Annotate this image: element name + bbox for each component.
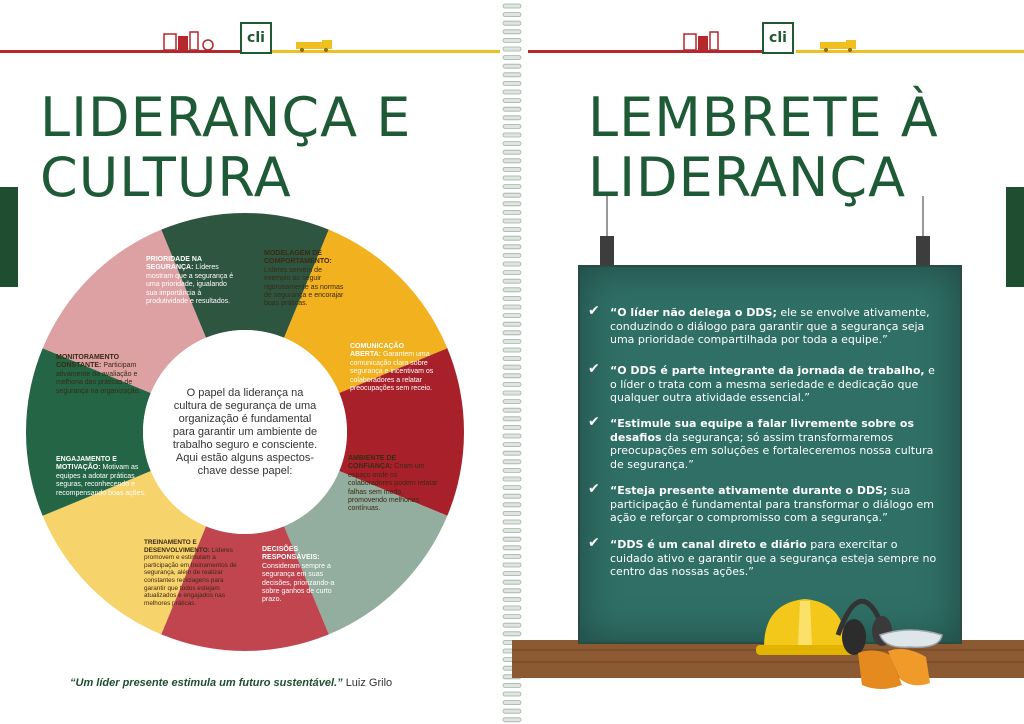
segment-label-6: ENGAJAMENTO E MOTIVAÇÃO: Motivam as equipes a adotar práticas seguras, reconhecendo e recompensando boas ações. bbox=[56, 456, 146, 497]
gloves-icon bbox=[858, 649, 930, 689]
checkmark-icon: ✔ bbox=[588, 303, 600, 319]
checkmark-icon: ✔ bbox=[588, 414, 600, 430]
segment-label-2: COMUNICAÇÃO ABERTA: Garantem uma comunicação clara sobre segurança e incentivam os colaboradores a relatar preocupações sem receio. bbox=[350, 343, 434, 393]
reminder-item: ✔ “DDS é um canal direto e diário para exercitar o cuidado ativo e garantir que a segurança esteja sempre no centro das nossas ações.” bbox=[588, 535, 937, 578]
logo: cli bbox=[240, 22, 272, 54]
wheel-center-text: O papel da liderança na cultura de segurança de uma organização é fundamental para garantir um ambiente de trabalho seguro e consciente. Aqui estão alguns aspectos-chave desse papel: bbox=[172, 387, 318, 477]
logo: cli bbox=[762, 22, 794, 54]
segment-label-1: MODELAGEM DE COMPORTAMENTO: Líderes servem de exemplo ao seguir rigorosamente as normas de segurança e encorajar boas práticas. bbox=[264, 250, 344, 308]
segment-label-7: MONITORAMENTO CONSTANTE: Participam ativamente da avaliação e melhoria das práticas de segurança na organização. bbox=[56, 354, 141, 395]
earmuff-icon bbox=[838, 601, 892, 655]
safety-gear bbox=[750, 575, 1010, 695]
checkmark-icon: ✔ bbox=[588, 481, 600, 497]
reminder-item: ✔ “O DDS é parte integrante da jornada de trabalho, e o líder o trata com a mesma seriedade e dedicação que qualquer outra atividade essencial.” bbox=[588, 361, 935, 404]
segment-label-5: TREINAMENTO E DESENVOLVIMENTO: Líderes promovem e estimulam a participação em treinamentos de segurança, além de realizar constantes reciclagens para garantir que todos estejam atualizados e engajados nas melhores práticas. bbox=[144, 539, 237, 607]
goggles-icon bbox=[880, 630, 942, 647]
title-line-1: LIDERANÇA E bbox=[40, 86, 412, 149]
quote-author: Luiz Grilo bbox=[345, 677, 393, 689]
checkmark-icon: ✔ bbox=[588, 535, 600, 551]
segment-label-4: DECISÕES RESPONSÁVEIS: Consideram sempre a segurança em suas decisões, priorizando-a sobre ganhos de curto prazo. bbox=[262, 546, 335, 604]
checkmark-icon: ✔ bbox=[588, 361, 600, 377]
segment-label-3: AMBIENTE DE CONFIANÇA: Criam um espaço onde os colaboradores podem relatar falhas sem medo, promovendo melhorias contínuas. bbox=[348, 455, 438, 513]
reminder-item: ✔ “Estimule sua equipe a falar livremente sobre os desafios da segurança; só assim transformaremos preocupações em soluções e fortaleceremos nossa cultura de segurança.” bbox=[588, 414, 934, 471]
segment-label-0: PRIORIDADE NA SEGURANÇA: Líderes mostram que a segurança é uma prioridade, igualando sua importância à produtividade e resultados. bbox=[146, 256, 234, 306]
title-line-1: LEMBRETE À bbox=[588, 86, 939, 149]
reminder-item: ✔ “O líder não delega o DDS; ele se envolve ativamente, conduzindo o diálogo para garantir que a segurança seja uma prioridade compartilhada por toda a equipe.” bbox=[588, 303, 930, 346]
reminder-item: ✔ “Esteja presente ativamente durante o DDS; sua participação é fundamental para transformar o diálogo em ação e reforçar o compromisso com a segurança.” bbox=[588, 481, 934, 524]
title-line-2: CULTURA bbox=[40, 146, 292, 209]
quote-text: “Um líder presente estimula um futuro sustentável.” bbox=[70, 677, 343, 689]
title-line-2: LIDERANÇA bbox=[588, 146, 907, 209]
